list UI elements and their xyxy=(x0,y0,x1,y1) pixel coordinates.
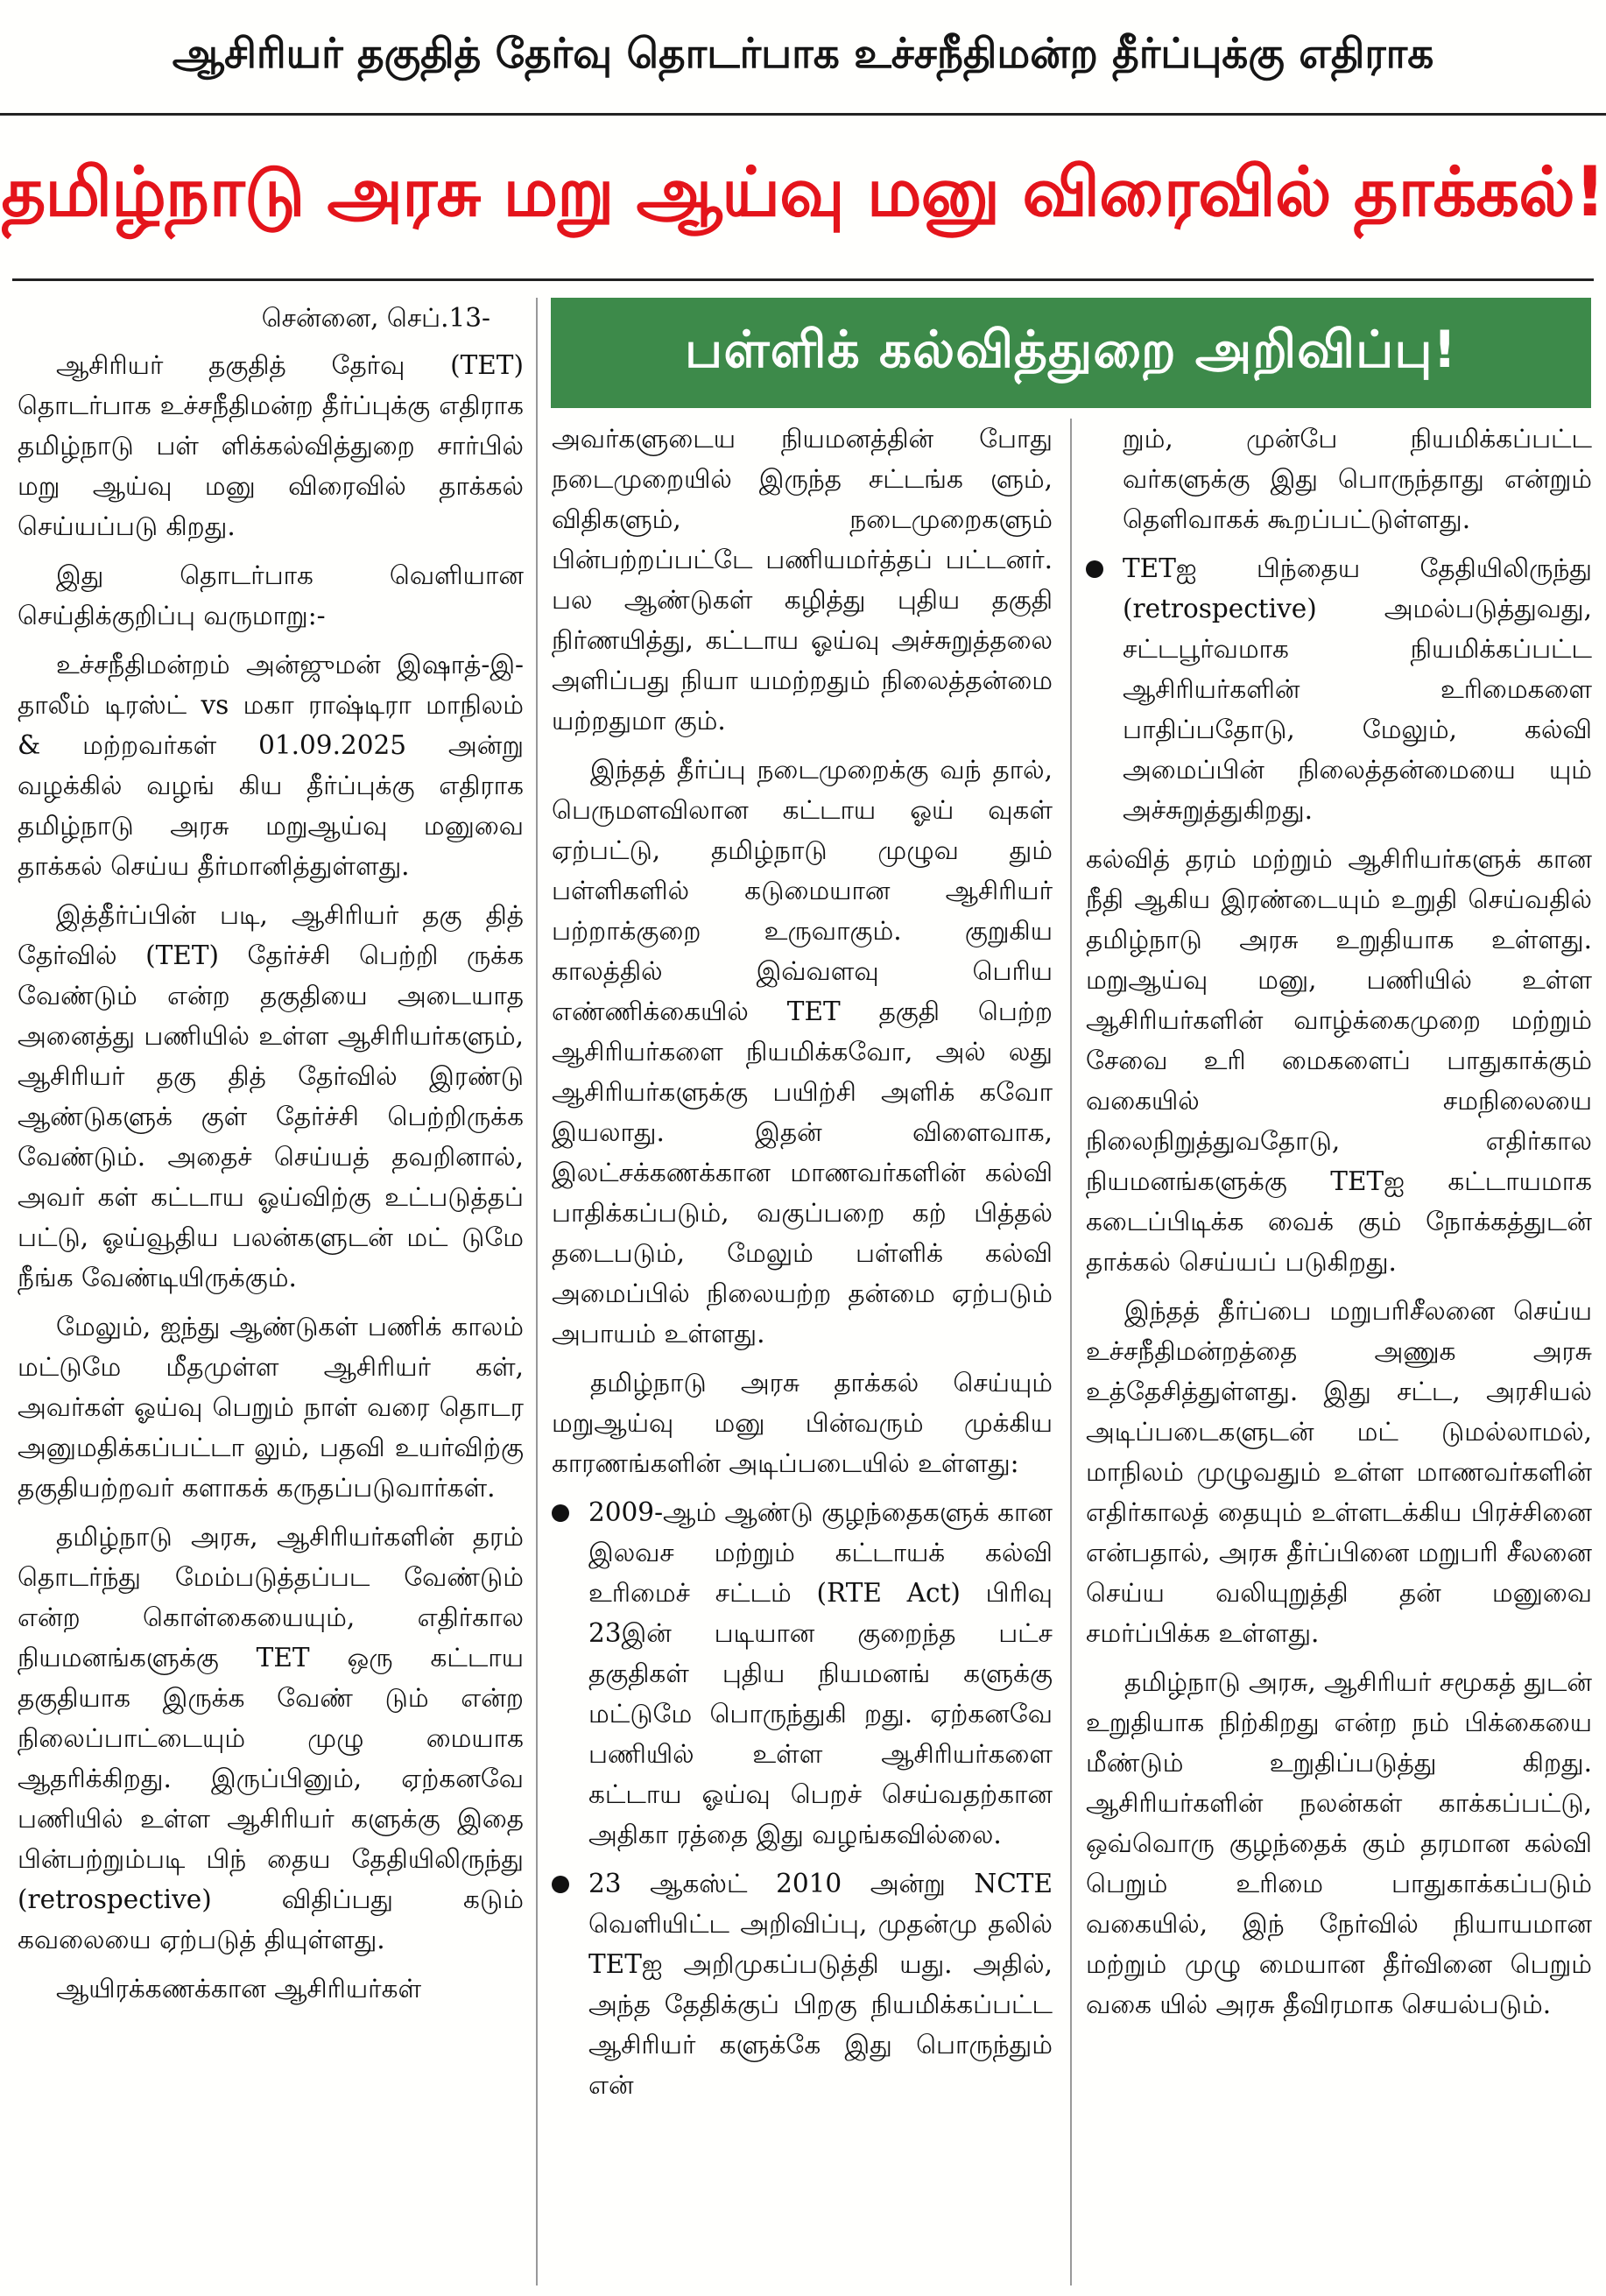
column-divider-1 xyxy=(536,298,538,2285)
paragraph: இது தொடர்பாக வெளியான செய்திக்குறிப்பு வருமாறு:- xyxy=(18,560,524,630)
bullet-icon xyxy=(1086,560,1103,578)
bullet-item xyxy=(1086,548,1592,830)
paragraph: தமிழ்நாடு அரசு, ஆசிரியர் சமூகத் துடன் உறுதியாக நிற்கிறது என்ற நம் பிக்கையை மீண்டும் உறுதிப்படுத்து கிறது. ஆசிரியர்களின் நலன்கள் காக்கப்பட்டு, ஒவ்வொரு குழந்தைக் கும் தரமான கல்வி பெறும் உரிமை பாதுகாக்கப்படும் வகையில், இந் நேர்வில் நியாயமான மற்றும் முழு மையான தீர்வினை பெறும் வகை யில் அரசு தீவிரமாக செயல்படும். xyxy=(1086,1667,1592,2019)
bullet-text: TETஐ பிந்தைய தேதியிலிருந்து (retrospective) அமல்படுத்துவது, சட்டபூர்வமாக நியமிக்கப்பட்ட ஆசிரியர்களின் உரிமைகளை பாதிப்பதோடு, மேலும், கல்வி அமைப்பின் நிலைத்தன்மையை யும் அச்சுறுத்துகிறது. xyxy=(1123,553,1592,825)
paragraph: ஆயிரக்கணக்கான ஆசிரியர்கள் xyxy=(56,1974,422,2004)
article-column-1 xyxy=(18,298,524,2018)
paragraph: தமிழ்நாடு அரசு, ஆசிரியர்களின் தரம் தொடர்ந்து மேம்படுத்தப்பட வேண்டும் என்ற கொள்கையையும், எதிர்கால நியமனங்களுக்கு TET ஒரு கட்டாய தகுதியாக இருக்க வேண் டும் என்ற நிலைப்பாட்டையும் முழு மையாக ஆதரிக்கிறது. இருப்பினும், ஏற்கனவே பணியில் உள்ள ஆசிரியர் களுக்கு இதை பின்பற்றும்படி பிந் தைய தேதியிலிருந்து (retrospective) விதிப்பது கடும் கவலையை ஏற்படுத் தியுள்ளது. xyxy=(18,1522,524,1954)
kicker-headline: ஆசிரியர் தகுதித் தேர்வு தொடர்பாக உச்சநீதிமன்ற தீர்ப்புக்கு எதிராக xyxy=(0,0,1606,116)
bullet-item xyxy=(552,1492,1053,1855)
bullet-item xyxy=(552,1863,1053,2105)
paragraph: தமிழ்நாடு அரசு தாக்கல் செய்யும் மறுஆய்வு மனு பின்வரும் முக்கிய காரணங்களின் அடிப்படையில் உள்ளது: xyxy=(552,1368,1053,1478)
paragraph: இத்தீர்ப்பின் படி, ஆசிரியர் தகு தித் தேர்வில் (TET) தேர்ச்சி பெற்றி ருக்க வேண்டும் என்ற தகுதியை அடையாத அனைத்து பணியில் உள்ள ஆசிரியர்களும், ஆசிரியர் தகு தித் தேர்வில் இரண்டு ஆண்டுகளுக் குள் தேர்ச்சி பெற்றிருக்க வேண்டும். அதைச் செய்யத் தவறினால், அவர் கள் கட்டாய ஓய்விற்கு உட்படுத்தப் பட்டு, ஓய்வூதிய பலன்களுடன் மட் டுமே நீங்க வேண்டியிருக்கும். xyxy=(18,900,524,1292)
header-divider xyxy=(12,278,1594,281)
bullet-continuation xyxy=(1086,419,1592,539)
dateline: சென்னை, செப்.13- xyxy=(261,303,490,333)
bullet-icon xyxy=(552,1876,569,1893)
article-column-2 xyxy=(552,419,1053,2114)
paragraph: மேலும், ஐந்து ஆண்டுகள் பணிக் காலம் மட்டுமே மீதமுள்ள ஆசிரியர் கள், அவர்கள் ஓய்வு பெறும் நாள் வரை தொடர அனுமதிக்கப்பட்டா லும், பதவி உயர்விற்கு தகுதியற்றவர் களாகக் கருதப்படுவார்கள். xyxy=(18,1312,524,1503)
column-divider-2 xyxy=(1070,419,1072,2285)
paragraph: இந்தத் தீர்ப்பை மறுபரிசீலனை செய்ய உச்சநீதிமன்றத்தை அணுக அரசு உத்தேசித்துள்ளது. இது சட்ட, அரசியல் அடிப்படைகளுடன் மட் டுமல்லாமல், மாநிலம் முழுவதும் உள்ள மாணவர்களின் எதிர்காலத் தையும் உள்ளடக்கிய பிரச்சினை என்பதால், அரசு தீர்ப்பினை மறுபரி சீலனை செய்ய வலியுறுத்தி தன் மனுவை சமர்ப்பிக்க உள்ளது. xyxy=(1086,1296,1592,1648)
paragraph: உச்சநீதிமன்றம் அன்ஜுமன் இஷாத்-இ-தாலீம் டிரஸ்ட் vs மகா ராஷ்டிரா மாநிலம் & மற்றவர்கள் 01.09.2025 அன்று வழக்கில் வழங் கிய தீர்ப்புக்கு எதிராக தமிழ்நாடு அரசு மறுஆய்வு மனுவை தாக்கல் செய்ய தீர்மானித்துள்ளது. xyxy=(18,650,524,881)
announcement-banner: பள்ளிக் கல்வித்துறை அறிவிப்பு! xyxy=(551,298,1591,408)
bullet-text: 23 ஆகஸ்ட் 2010 அன்று NCTE வெளியிட்ட அறிவிப்பு, முதன்மு தலில் TETஐ அறிமுகப்படுத்தி யது. அதில், அந்த தேதிக்குப் பிறகு நியமிக்கப்பட்ட ஆசிரியர் களுக்கே இது பொருந்தும் என் xyxy=(588,1869,1053,2100)
main-headline: தமிழ்நாடு அரசு மறு ஆய்வு மனு விரைவில் தாக்கல்! xyxy=(1,153,1605,232)
paragraph: ஆசிரியர் தகுதித் தேர்வு (TET) தொடர்பாக உச்சநீதிமன்ற தீர்ப்புக்கு எதிராக தமிழ்நாடு பள் ளிக்கல்வித்துறை சார்பில் மறு ஆய்வு மனு விரைவில் தாக்கல் செய்யப்படு கிறது. xyxy=(18,350,524,541)
article-column-3 xyxy=(1086,419,1592,2033)
bullet-text: றும், முன்பே நியமிக்கப்பட்ட வர்களுக்கு இது பொருந்தாது என்றும் தெளிவாகக் கூறப்பட்டுள்ளது. xyxy=(1123,424,1592,534)
paragraph: இந்தத் தீர்ப்பு நடைமுறைக்கு வந் தால், பெருமளவிலான கட்டாய ஓய் வுகள் ஏற்பட்டு, தமிழ்நாடு முழுவ தும் பள்ளிகளில் கடுமையான ஆசிரியர் பற்றாக்குறை உருவாகும். குறுகிய காலத்தில் இவ்வளவு பெரிய எண்ணிக்கையில் TET தகுதி பெற்ற ஆசிரியர்களை நியமிக்கவோ, அல் லது ஆசிரியர்களுக்கு பயிற்சி அளிக் கவோ இயலாது. இதன் விளைவாக, இலட்சக்கணக்கான மாணவர்களின் கல்வி பாதிக்கப்படும், வகுப்பறை கற் பித்தல் தடைபடும், மேலும் பள்ளிக் கல்வி அமைப்பில் நிலையற்ற தன்மை ஏற்படும் அபாயம் உள்ளது. xyxy=(552,755,1053,1349)
paragraph: அவர்களுடைய நியமனத்தின் போது நடைமுறையில் இருந்த சட்டங்க ளும், விதிகளும், நடைமுறைகளும் பின்பற்றப்பட்டே பணியமர்த்தப் பட்டனர். பல ஆண்டுகள் கழித்து புதிய தகுதி நிர்ணயித்து, கட்டாய ஓய்வு அச்சுறுத்தலை அளிப்பது நியா யமற்றதும் நிலைத்தன்மை யற்றதுமா கும். xyxy=(552,424,1053,736)
bullet-text: 2009-ஆம் ஆண்டு குழந்தைகளுக் கான இலவச மற்றும் கட்டாயக் கல்வி உரிமைச் சட்டம் (RTE Act) பிரிவு 23இன் படியான குறைந்த பட்ச தகுதிகள் புதிய நியமனங் களுக்கு மட்டுமே பொருந்துகி றது. ஏற்கனவே பணியில் உள்ள ஆசிரியர்களை கட்டாய ஓய்வு பெறச் செய்வதற்கான அதிகா ரத்தை இது வழங்கவில்லை. xyxy=(588,1497,1053,1849)
bullet-icon xyxy=(552,1504,569,1522)
paragraph: கல்வித் தரம் மற்றும் ஆசிரியர்களுக் கான நீதி ஆகிய இரண்டையும் உறுதி செய்வதில் தமிழ்நாடு அரசு உறுதியாக உள்ளது. மறுஆய்வு மனு, பணியில் உள்ள ஆசிரியர்களின் வாழ்க்கைமுறை மற்றும் சேவை உரி மைகளைப் பாதுகாக்கும் வகையில் சமநிலையை நிலைநிறுத்துவதோடு, எதிர்கால நியமனங்களுக்கு TETஐ கட்டாயமாக கடைப்பிடிக்க வைக் கும் நோக்கத்துடன் தாக்கல் செய்யப் படுகிறது. xyxy=(1086,844,1592,1277)
